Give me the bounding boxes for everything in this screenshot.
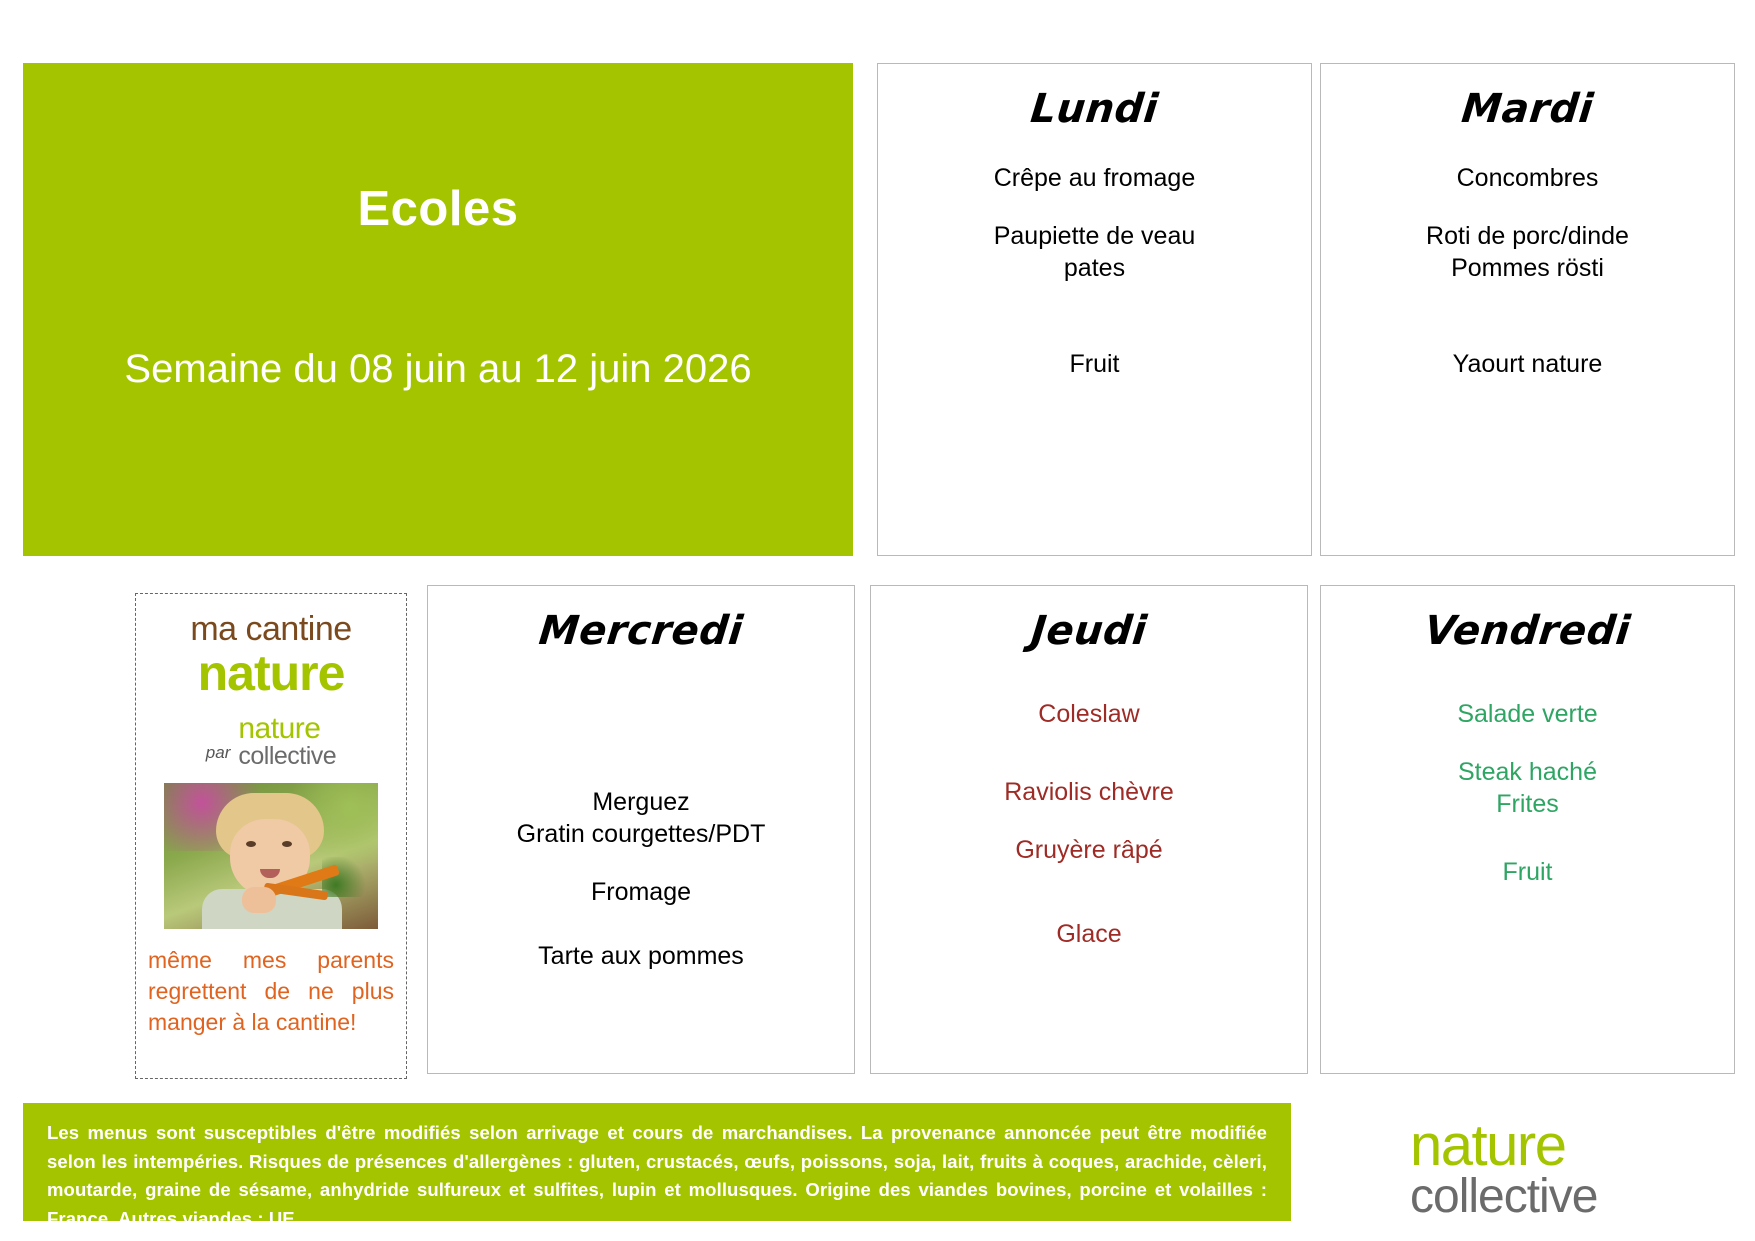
brand-nc-nature: nature <box>238 712 321 745</box>
dish-group <box>1339 162 1716 194</box>
photo-eye-right <box>282 841 292 847</box>
dish-group <box>896 162 1293 194</box>
brand-par-label: par <box>205 743 231 762</box>
dish-group <box>1339 856 1716 888</box>
dish: Coleslaw <box>1038 700 1140 728</box>
footer-logo-collective: collective <box>1410 1169 1598 1223</box>
day-card-lundi <box>877 63 1312 556</box>
brand-panel <box>135 593 407 1079</box>
dish-group <box>1339 348 1716 380</box>
dish: Salade verte <box>1457 700 1598 728</box>
week-range: Semaine du 08 juin au 12 juin 2026 <box>124 347 752 391</box>
dish: Gratin courgettes/PDT <box>516 820 766 848</box>
dish: Fruit <box>1069 350 1120 378</box>
dish: Concombres <box>1456 164 1599 192</box>
dish-list-mardi <box>1321 162 1734 380</box>
dish-group-empty <box>1339 310 1716 348</box>
dish: Paupiette de veau <box>993 222 1196 250</box>
photo-hand <box>242 887 276 913</box>
brand-nature-collective <box>238 714 336 769</box>
dish: Gruyère râpé <box>1015 836 1163 864</box>
dish-group <box>889 834 1289 866</box>
day-title-vendredi: Vendredi <box>1422 608 1633 654</box>
dish-group <box>1339 756 1716 820</box>
dish: Pommes rösti <box>1451 254 1604 282</box>
brand-nature: nature <box>197 645 345 701</box>
footer-logo-nature: nature <box>1410 1113 1566 1178</box>
dish-list-mercredi <box>428 786 854 972</box>
footer-logo <box>1410 1113 1598 1223</box>
dish: Roti de porc/dinde <box>1426 222 1629 250</box>
dish: Frites <box>1496 790 1559 818</box>
dish: Fromage <box>590 878 692 906</box>
day-card-mardi <box>1320 63 1735 556</box>
dish-group <box>1339 698 1716 730</box>
dish-group <box>896 220 1293 284</box>
dish-group <box>896 348 1293 380</box>
dish-group <box>446 940 836 972</box>
page-title: Ecoles <box>357 182 519 236</box>
brand-par-line <box>144 714 398 769</box>
dish-list-jeudi <box>871 698 1307 950</box>
dish-list-vendredi <box>1321 698 1734 888</box>
dish: Yaourt nature <box>1452 350 1603 378</box>
dish: Fruit <box>1502 858 1553 886</box>
brand-nc-collective: collective <box>238 742 337 770</box>
dish-group <box>446 786 836 850</box>
day-card-mercredi <box>427 585 855 1074</box>
dish: Steak haché <box>1458 758 1597 786</box>
title-block <box>23 63 853 556</box>
brand-ma-cantine: ma cantine <box>190 610 352 648</box>
day-card-jeudi <box>870 585 1308 1074</box>
dish: Tarte aux pommes <box>538 942 744 970</box>
brand-tagline: même mes parents regrettent de ne plus manger à la cantine! <box>148 947 394 1036</box>
dish-group <box>889 698 1289 730</box>
dish: Raviolis chèvre <box>1004 778 1174 806</box>
dish: Merguez <box>592 788 690 816</box>
dish-group <box>1339 220 1716 284</box>
day-title-mardi: Mardi <box>1459 86 1596 132</box>
dish: pates <box>1063 254 1126 282</box>
dish-list-lundi <box>878 162 1311 380</box>
dish-group-empty <box>896 310 1293 348</box>
day-title-jeudi: Jeudi <box>1028 608 1150 654</box>
dish: Glace <box>1056 920 1122 948</box>
dish-group <box>889 918 1289 950</box>
day-title-lundi: Lundi <box>1028 86 1161 132</box>
photo-eye-left <box>246 841 256 847</box>
day-title-mercredi: Mercredi <box>536 608 746 654</box>
disclaimer-text: Les menus sont susceptibles d'être modifiés selon arrivage et cours de marchandises. La provenance annoncée peut être modifiée selon les intempéries. Risques de présences d'allergènes : gluten, crustacés, œufs, poissons, soja, lait, fruits à coques, arachide, cèleri, moutarde, graine de sésame, anhydride sulfureux et sulfites, lupin et mollusques. Origine des viandes bovines, porcine et volailles : France. Autres viandes : UE. <box>47 1122 1267 1230</box>
dish: Crêpe au fromage <box>993 164 1196 192</box>
footer-disclaimer-block <box>23 1103 1291 1230</box>
dish-group <box>889 776 1289 808</box>
child-eating-carrot-photo <box>164 783 378 929</box>
dish-group <box>446 876 836 908</box>
day-card-vendredi <box>1320 585 1735 1074</box>
